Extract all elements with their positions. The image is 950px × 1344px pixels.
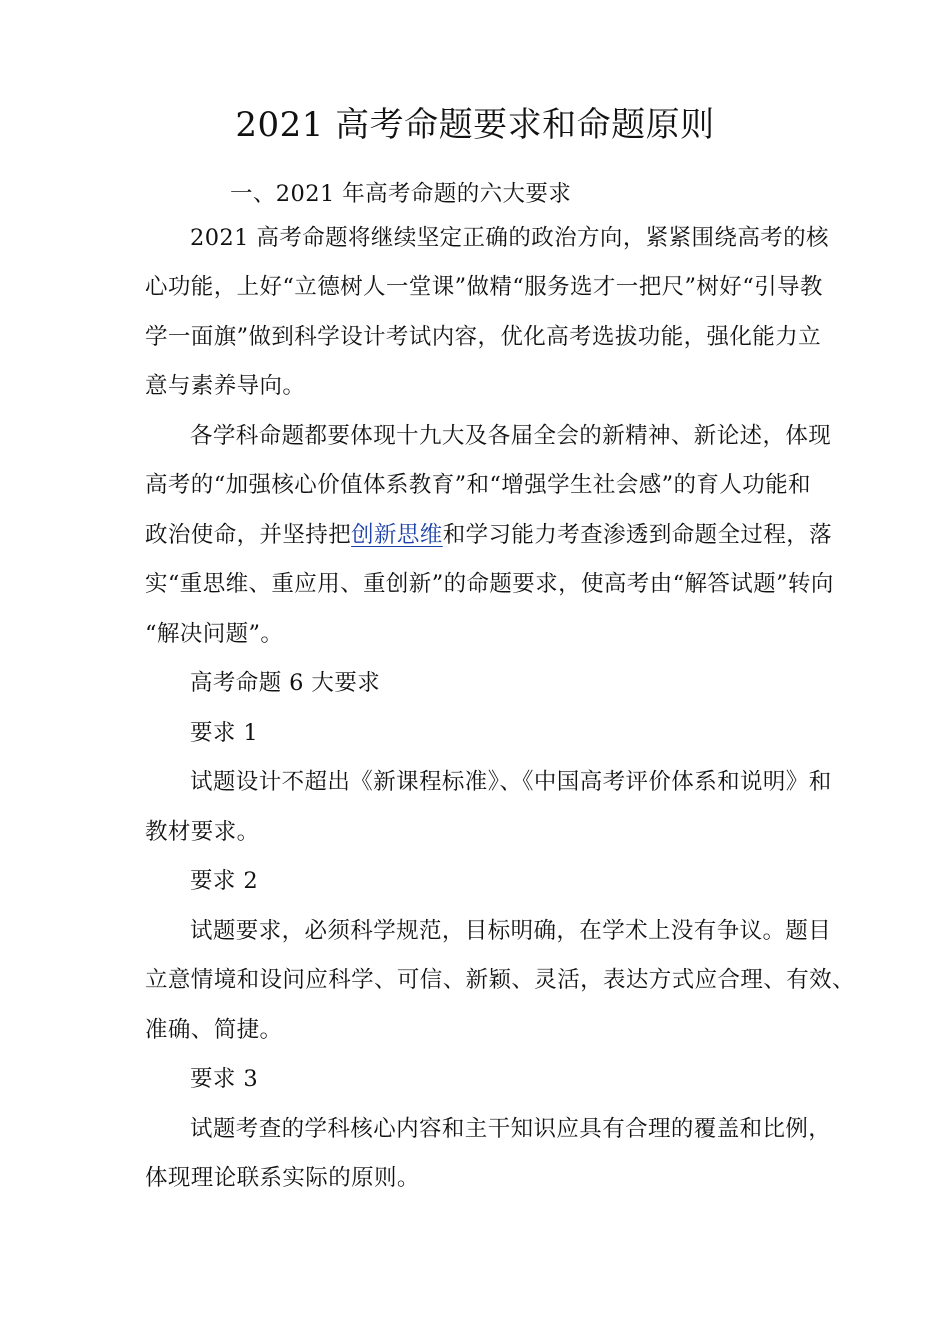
- paragraph2-line1: 各学科命题都要体现十九大及各届全会的新精神、新论述，体现: [190, 423, 832, 449]
- innovative-thinking-link[interactable]: 创新思维: [351, 522, 443, 548]
- six-requirements-heading: 高考命题 6 大要求: [190, 670, 381, 696]
- section-heading: 一、2021 年高考命题的六大要求: [230, 181, 572, 207]
- requirement3-line2: 体现理论联系实际的原则。: [145, 1165, 420, 1191]
- requirement3-label: 要求 3: [190, 1066, 259, 1092]
- requirement2-line2: 立意情境和设问应科学、可信、新颖、灵活，表达方式应合理、有效、: [145, 967, 855, 993]
- requirement3-line1: 试题考查的学科核心内容和主干知识应具有合理的覆盖和比例，: [190, 1116, 832, 1142]
- requirement2-label: 要求 2: [190, 868, 259, 894]
- paragraph2-line4: 实“重思维、重应用、重创新”的命题要求，使高考由“解答试题”转向: [145, 571, 834, 597]
- requirement1-line1: 试题设计不超出《新课程标准》、《中国高考评价体系和说明》和: [190, 769, 832, 795]
- paragraph2-line5: “解决问题”。: [145, 621, 284, 647]
- paragraph1-line2: 心功能，上好“立德树人一堂课”做精“服务选才一把尺”树好“引导教: [145, 274, 823, 300]
- paragraph1-line1: 2021 高考命题将继续坚定正确的政治方向，紧紧围绕高考的核: [190, 225, 829, 251]
- paragraph1-line3: 学一面旗”做到科学设计考试内容，优化高考选拔功能，强化能力立: [145, 324, 822, 350]
- requirement2-line1: 试题要求，必须科学规范，目标明确，在学术上没有争议。题目: [190, 918, 832, 944]
- requirement1-label: 要求 1: [190, 720, 259, 746]
- requirement1-line2: 教材要求。: [145, 819, 260, 845]
- paragraph1-line4: 意与素养导向。: [145, 373, 306, 399]
- paragraph2-line2: 高考的“加强核心价值体系教育”和“增强学生社会感”的育人功能和: [145, 472, 811, 498]
- paragraph2-line3-after: 和学习能力考查渗透到命题全过程，落: [442, 522, 833, 548]
- paragraph2-line3-before: 政治使命，并坚持把: [145, 522, 352, 548]
- document-title: 2021 高考命题要求和命题原则: [235, 105, 715, 145]
- paragraph2-line3: [145, 520, 833, 550]
- requirement2-line3: 准确、简捷。: [145, 1017, 283, 1043]
